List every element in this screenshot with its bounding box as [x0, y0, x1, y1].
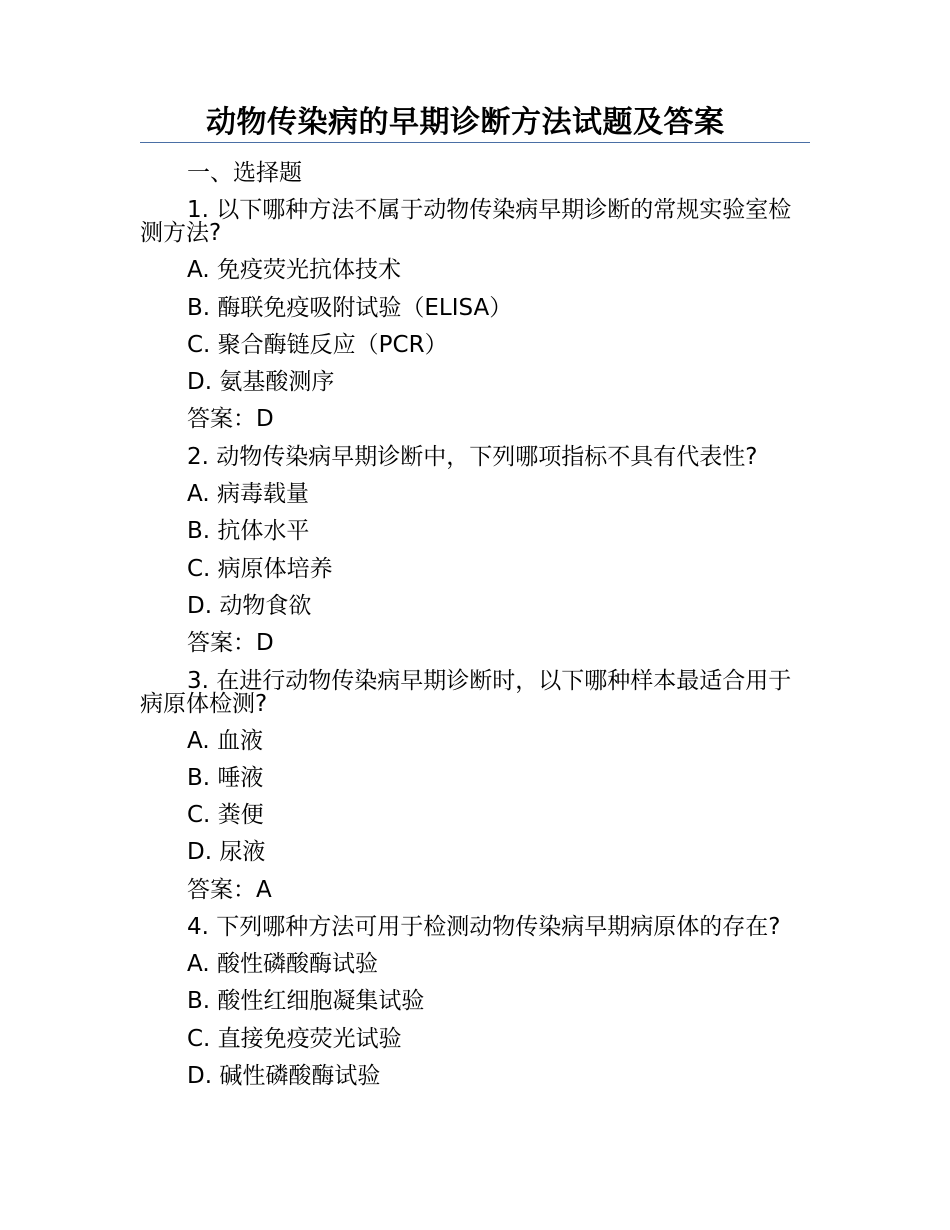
question-text: 3. 在进行动物传染病早期诊断时，以下哪种样本最适合用于病原体检测? [140, 667, 792, 717]
answer-line: 答案：D [187, 630, 274, 657]
title-underline [140, 104, 810, 143]
option-item: A. 酸性磷酸酶试验 [187, 951, 378, 978]
option-item: C. 直接免疫荧光试验 [187, 1025, 402, 1052]
option-item: C. 聚合酶链反应（PCR） [187, 331, 448, 358]
option-item: B. 酸性红细胞凝集试验 [187, 988, 425, 1015]
section-heading: 一、选择题 [187, 160, 302, 186]
option-item: B. 唾液 [187, 764, 264, 791]
option-item: D. 尿液 [187, 839, 266, 866]
question-text: 1. 以下哪种方法不属于动物传染病早期诊断的常规实验室检测方法? [140, 197, 792, 247]
option-item: A. 免疫荧光抗体技术 [187, 257, 401, 284]
option-item: D. 碱性磷酸酶试验 [187, 1062, 381, 1089]
option-item: A. 病毒载量 [187, 481, 309, 508]
answer-line: 答案：D [187, 406, 274, 433]
question-text: 2. 动物传染病早期诊断中，下列哪项指标不具有代表性? [187, 443, 758, 470]
option-item: A. 血液 [187, 727, 263, 754]
page-title: 动物传染病的早期诊断方法试题及答案 [206, 105, 725, 140]
question-text: 4. 下列哪种方法可用于检测动物传染病早期病原体的存在? [187, 914, 781, 941]
document-body [140, 155, 810, 1095]
option-item: B. 酶联免疫吸附试验（ELISA） [187, 294, 513, 321]
option-item: C. 病原体培养 [187, 555, 333, 582]
answer-line: 答案：A [187, 876, 272, 903]
option-item: D. 动物食欲 [187, 592, 312, 619]
option-item: D. 氨基酸测序 [187, 369, 335, 396]
option-item: C. 粪便 [187, 802, 264, 829]
option-item: B. 抗体水平 [187, 518, 310, 545]
